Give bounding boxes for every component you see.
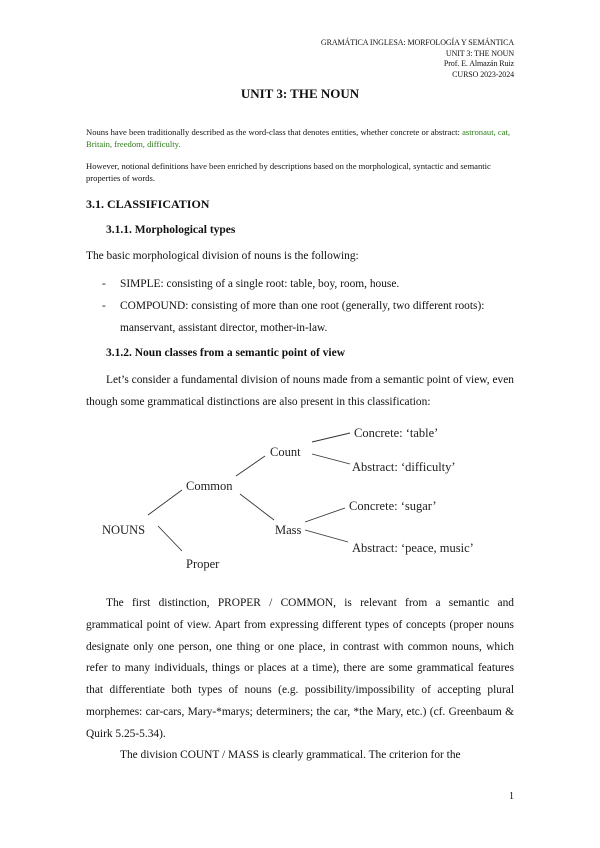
intro-text: Nouns have been traditionally described as the word-class that denotes entities, whether concrete or abstract: <box>86 127 463 137</box>
section-heading-classification: 3.1. CLASSIFICATION <box>86 197 210 211</box>
noun-classification-diagram <box>100 420 520 580</box>
node-common: Common <box>186 479 233 493</box>
intro-examples: astronaut, cat, Britain, freedom, difficulty. <box>86 127 511 149</box>
list-dash: - <box>102 278 106 290</box>
branch-common-mass <box>240 494 274 520</box>
node-count-concrete: Concrete: ‘table’ <box>354 426 439 440</box>
header-course: GRAMÁTICA INGLESA: MORFOLOGÍA Y SEMÁNTICA <box>320 38 514 47</box>
page-title: UNIT 3: THE NOUN <box>240 86 360 101</box>
branch-nouns-proper <box>158 526 182 551</box>
node-proper: Proper <box>186 557 220 571</box>
branch-nouns-common <box>148 490 182 515</box>
page-header <box>321 38 514 80</box>
paragraph-proper-common: The first distinction, PROPER / COMMON, is relevant from a semantic and grammatical point of view. Apart from expressing different types of concepts (proper nouns designate only one person, one thing or one place, in contrast with common nouns, which refer to many individuals, things or places at a time), there are some grammatical features that differentiate both types of nouns (e.g. possibility/impossibility of accepting plural morphemes: car-cars, Mary-*marys; determiners; the car, *the Mary, etc.) (cf. Greenbaum & Quirk 5.25-5.34). <box>86 597 514 740</box>
header-unit: UNIT 3: THE NOUN <box>445 48 514 58</box>
node-mass-abstract: Abstract: ‘peace, music’ <box>352 541 474 555</box>
list-item-compound: COMPOUND: consisting of more than one root (generally, two different roots): manservant, assistant director, mother-in-law. <box>120 300 485 334</box>
subsection-heading-morphological: 3.1.1. Morphological types <box>106 224 236 236</box>
branch-count-abstract <box>312 454 350 464</box>
node-count-abstract: Abstract: ‘difficulty’ <box>352 460 456 474</box>
branch-mass-concrete <box>305 508 345 522</box>
paragraph-count-mass: The division COUNT / MASS is clearly grammatical. The criterion for the <box>120 749 461 761</box>
node-nouns: NOUNS <box>102 523 146 537</box>
list-item-simple: SIMPLE: consisting of a single root: table, boy, room, house. <box>120 278 400 290</box>
semantic-lead: Let’s consider a fundamental division of nouns made from a semantic point of view, even though some grammatical distinctions are also present in this classification: <box>86 374 514 408</box>
header-professor: Prof. E. Almazán Ruiz <box>443 59 514 68</box>
node-mass-concrete: Concrete: ‘sugar’ <box>349 499 437 513</box>
branch-count-concrete <box>312 433 350 442</box>
intro-paragraph-1 <box>86 127 516 150</box>
node-count: Count <box>270 445 301 459</box>
subsection-heading-semantic: 3.1.2. Noun classes from a semantic point of view <box>106 347 346 359</box>
node-mass: Mass <box>275 523 302 537</box>
page-number: 1 <box>509 791 514 802</box>
header-year: CURSO 2023-2024 <box>452 69 514 79</box>
branch-mass-abstract <box>305 530 348 542</box>
intro-paragraph-2: However, notional definitions have been enriched by descriptions based on the morphological, syntactic and semantic properties of words. <box>86 161 491 183</box>
list-dash: - <box>102 300 106 312</box>
branch-common-count <box>236 456 265 476</box>
morphological-lead: The basic morphological division of nouns is the following: <box>86 250 359 262</box>
